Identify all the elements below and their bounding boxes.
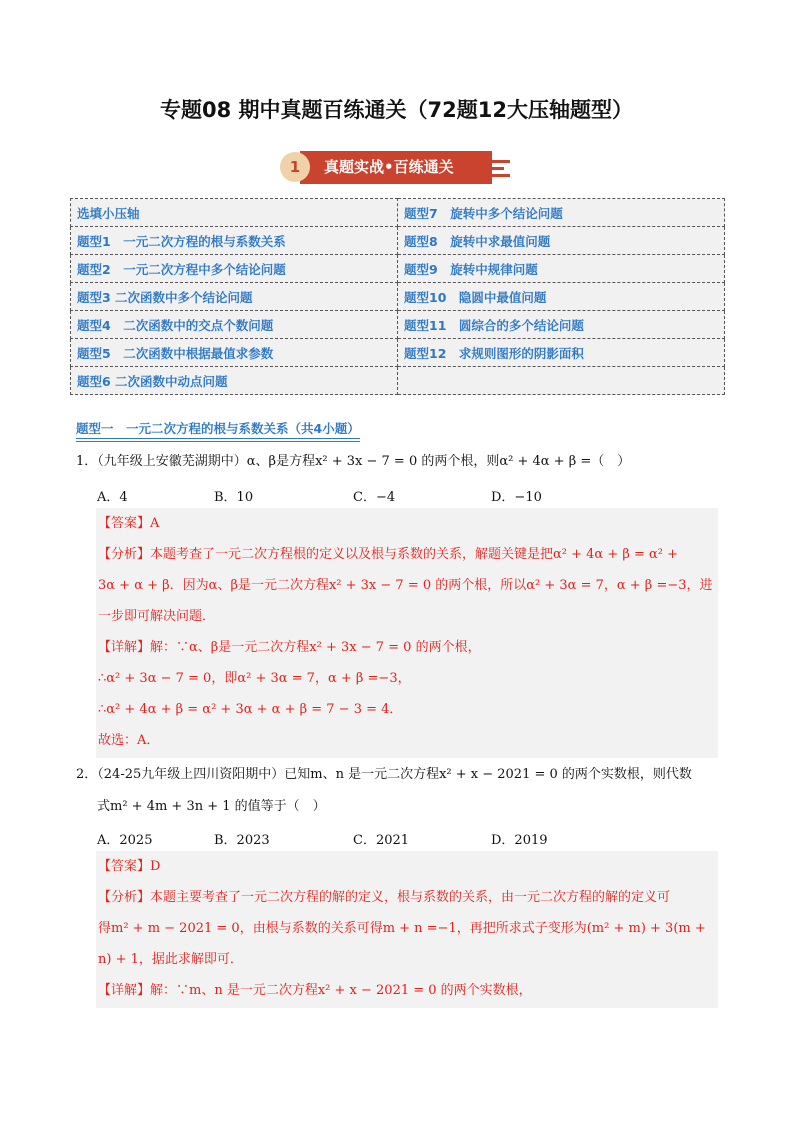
toc-row [71,311,725,339]
toc-link[interactable]: 题型7 旋转中多个结论问题 [398,199,725,227]
toc-row [71,339,725,367]
answer-line: 3α + α + β．因为α、β是一元二次方程x² + 3x − 7 = 0 的两个根，所以α² + 3α = 7，α + β =−3，进 [98,578,713,593]
question-2-stem-line-2: 式m² + 4m + 3n + 1 的值等于（ ） [97,799,326,814]
option-d: D．−10 [491,490,542,505]
option-b: B．10 [214,490,254,505]
toc-link[interactable]: 题型6 二次函数中动点问题 [71,367,398,395]
toc-empty-cell [398,367,725,395]
option-d: D．2019 [491,833,548,848]
toc-link[interactable]: 选填小压轴 [71,199,398,227]
toc-link[interactable]: 题型1 一元二次方程的根与系数关系 [71,227,398,255]
question-1-stem: 1．（九年级上安徽芜湖期中）α、β是方程x² + 3x − 7 = 0 的两个根，则α² + 4α + β =（ ） [76,454,631,469]
answer-line: 一步即可解决问题． [98,609,216,624]
toc-row [71,283,725,311]
answer-line: ∴α² + 4α + β = α² + 3α + α + β = 7 − 3 = 4． [98,702,403,717]
toc-link[interactable]: 题型12 求规则图形的阴影面积 [398,339,725,367]
question-2-answer [96,851,718,1008]
option-c: C．2021 [353,833,410,848]
option-a: A．2025 [97,833,153,848]
option-c: C．−4 [353,490,396,505]
table-of-contents [70,198,725,395]
answer-line: 【详解】解：∵m、n 是一元二次方程x² + x − 2021 = 0 的两个实数根， [98,983,532,998]
answer-line: 【详解】解：∵α、β是一元二次方程x² + 3x − 7 = 0 的两个根， [98,640,481,655]
answer-line: 故选：A． [98,733,160,748]
option-a: A．4 [97,490,128,505]
answer-line: ∴α² + 3α − 7 = 0，即α² + 3α = 7，α + β =−3， [98,671,411,686]
toc-link[interactable]: 题型5 二次函数中根据最值求参数 [71,339,398,367]
question-1-answer [96,508,718,758]
banner-label: 真题实战•百练通关 [300,151,492,184]
question-2-stem-line-1: 2．（24-25九年级上四川资阳期中）已知m、n 是一元二次方程x² + x − 2021 = 0 的两个实数根，则代数 [76,767,692,782]
banner-number: 1 [280,152,310,182]
toc-link[interactable]: 题型8 旋转中求最值问题 [398,227,725,255]
answer-line: n) + 1，据此求解即可． [98,952,243,967]
toc-link[interactable]: 题型10 隐圆中最值问题 [398,283,725,311]
answer-line: 得m² + m − 2021 = 0，由根与系数的关系可得m + n =−1，再把所求式子变形为(m² + m) + 3(m + [98,921,706,936]
section-heading: 题型一 一元二次方程的根与系数关系（共4小题） [76,419,360,439]
toc-row [71,227,725,255]
toc-link[interactable]: 题型3 二次函数中多个结论问题 [71,283,398,311]
answer-line: 【分析】本题主要考查了一元二次方程的解的定义，根与系数的关系，由一元二次方程的解的定义可 [98,890,671,905]
answer-line: 【答案】D [98,859,161,874]
toc-link[interactable]: 题型4 二次函数中的交点个数问题 [71,311,398,339]
toc-row [71,199,725,227]
banner-stripes-decoration [492,160,512,178]
answer-line: 【分析】本题考查了一元二次方程根的定义以及根与系数的关系，解题关键是把α² + 4α + β = α² + [98,547,679,562]
toc-row [71,255,725,283]
section-banner [280,150,520,186]
toc-link[interactable]: 题型2 一元二次方程中多个结论问题 [71,255,398,283]
toc-link[interactable]: 题型11 圆综合的多个结论问题 [398,311,725,339]
page-title: 专题08 期中真题百练通关（72题12大压轴题型） [160,98,633,122]
toc-row [71,367,725,395]
option-b: B．2023 [214,833,270,848]
answer-line: 【答案】A [98,516,160,531]
toc-link[interactable]: 题型9 旋转中规律问题 [398,255,725,283]
